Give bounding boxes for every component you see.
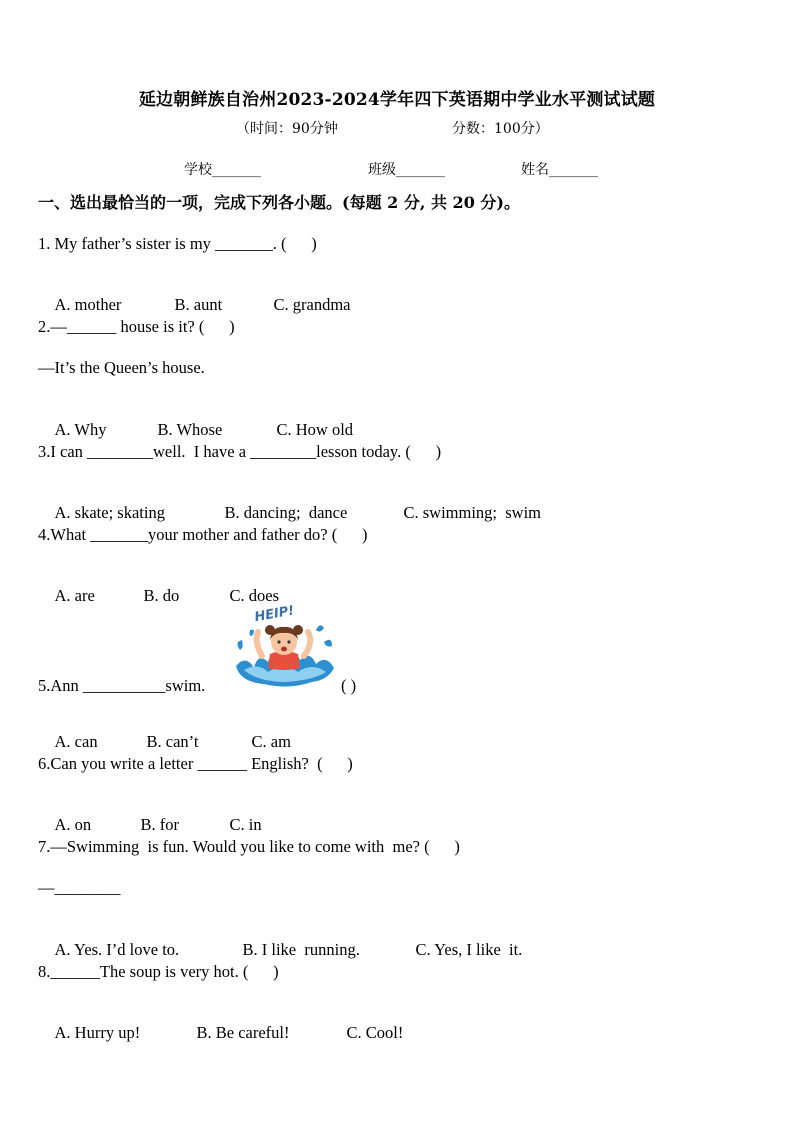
question-1: 1. My father’s sister is my _______. ( ): [38, 234, 317, 253]
question-2-answer: —It’s the Queen’s house.: [38, 358, 205, 377]
help-picture: [228, 596, 340, 692]
name-field: 姓名_______: [521, 162, 598, 178]
option-a: A. mother: [54, 295, 122, 314]
class-field: 班级_______: [368, 162, 445, 178]
drowning-girl-illustration: [228, 596, 340, 692]
option-a: A. are: [54, 586, 95, 605]
option-b: B. do: [143, 586, 180, 605]
option-a: A. Why: [54, 420, 107, 439]
question-7-answer: —________: [38, 878, 121, 897]
option-b: B. Whose: [157, 420, 223, 439]
school-field: 学校_______: [184, 162, 261, 178]
option-c: C. grandma: [273, 295, 351, 314]
option-b: B. dancing; dance: [224, 503, 348, 522]
option-a: A. skate; skating: [54, 503, 165, 522]
option-b: B. can’t: [146, 732, 199, 751]
question-2: 2.—______ house is it? ( ): [38, 317, 235, 336]
option-c: C. swimming; swim: [403, 503, 542, 522]
option-a: A. on: [54, 815, 92, 834]
question-4: 4.What _______your mother and father do? ( ): [38, 525, 368, 544]
question-8-options: [38, 1003, 403, 1063]
question-5: 5.Ann __________swim.: [38, 676, 206, 695]
question-6: 6.Can you write a letter ______ English? ( ): [38, 754, 353, 773]
help-text: HEIP!: [253, 603, 296, 626]
option-a: A. Yes. I’d love to.: [54, 940, 180, 959]
option-b: B. aunt: [174, 295, 223, 314]
page-title: 延边朝鲜族自治州2023-2024学年四下英语期中学业水平测试试题: [138, 90, 656, 110]
option-c: C. in: [229, 815, 262, 834]
option-b: B. for: [140, 815, 179, 834]
question-3: 3.I can ________well. I have a ________lesson today. ( ): [38, 442, 442, 461]
option-c: C. Yes, I like it.: [415, 940, 523, 959]
exam-score: 分数：100分）: [452, 121, 549, 137]
option-b: B. Be careful!: [196, 1023, 290, 1042]
question-5-bracket: ( ): [341, 676, 357, 695]
option-a: A. Hurry up!: [54, 1023, 141, 1042]
question-8: 8.______The soup is very hot. ( ): [38, 962, 279, 981]
option-c: C. Cool!: [346, 1023, 404, 1042]
option-c: C. does: [229, 586, 279, 605]
option-c: C. How old: [276, 420, 354, 439]
option-c: C. am: [251, 732, 291, 751]
option-b: B. I like running.: [242, 940, 360, 959]
exam-time: （时间：90分钟: [236, 121, 338, 137]
question-7: 7.—Swimming is fun. Would you like to come with me? ( ): [38, 837, 460, 856]
option-a: A. can: [54, 732, 98, 751]
section-heading: 一、选出最恰当的一项，完成下列各小题。(每题 2 分, 共 20 分)。: [38, 193, 520, 212]
